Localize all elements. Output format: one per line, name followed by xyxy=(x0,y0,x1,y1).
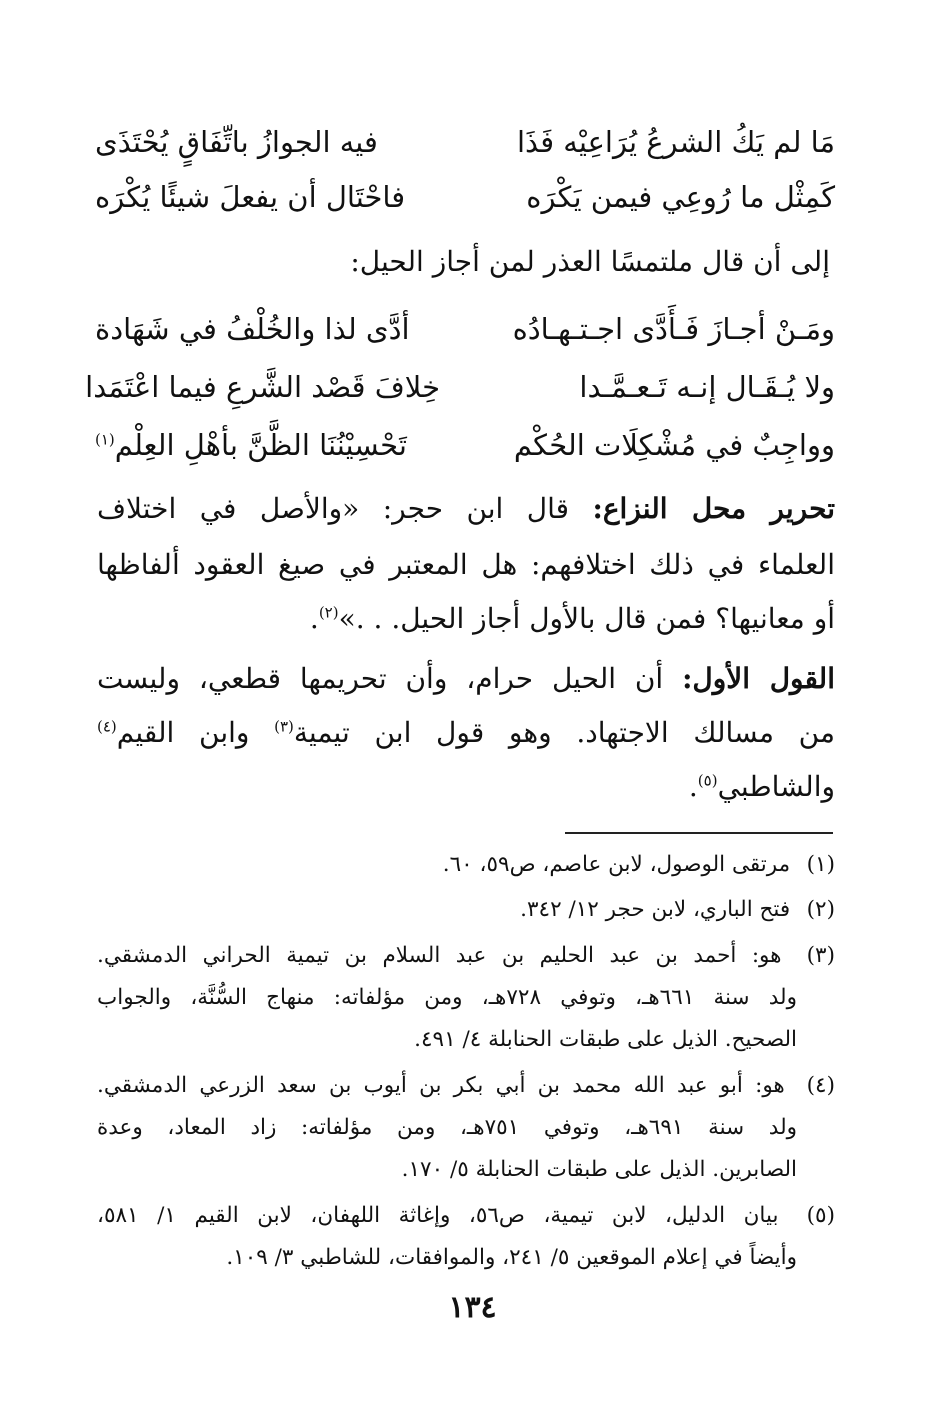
footnote-ref: (٣) xyxy=(274,717,294,736)
verse-second-hemistich: خِلافَ قَصْد الشَّرعِ فيما اعْتَمَدا xyxy=(85,370,440,404)
footnote-text: مرتقى الوصول، لابن عاصم، ص٥٩، ٦٠. xyxy=(442,852,791,877)
footnote-line: وأيضاً في إعلام الموقعين ٥/ ٢٤١، والموافقات، للشاطبي ٣/ ١٠٩. xyxy=(226,1245,797,1270)
verse-first-hemistich: ولا يُـقَـال إنـه تَـعـمَّـدا xyxy=(579,370,835,404)
paragraph-text: والشاطبي xyxy=(717,770,835,803)
paragraph-text: من مسالك الاجتهاد. وهو قول ابن تيمية xyxy=(293,716,835,749)
footnote xyxy=(97,897,835,922)
footnote-line: ولد سنة ٦٦١هـ، وتوفي ٧٢٨هـ، ومن مؤلفاته: منهاج السُّنَّة، والجواب xyxy=(97,985,797,1010)
section-label: تحرير محل النزاع: xyxy=(592,492,835,525)
verse-line xyxy=(95,170,835,224)
footnote-text: بيان الدليل، لابن تيمية، ص٥٦، وإغاثة اللهفان، لابن القيم ١/ ٥٨١، xyxy=(97,1203,779,1228)
footnote-ref: (٥) xyxy=(697,771,718,790)
paragraph-line xyxy=(97,716,835,749)
verse-line xyxy=(95,302,835,356)
intro-line: إلى أن قال ملتمسًا العذر لمن أجاز الحيل: xyxy=(350,245,830,278)
footnote xyxy=(97,1073,835,1098)
verse-first-hemistich: ومَـنْ أجـازَ فَـأَدَّى اجـتـهـادُه xyxy=(512,312,835,346)
section-label: القول الأول: xyxy=(682,662,835,695)
footnote-ref: (٤) xyxy=(97,717,117,736)
footnote-text: فتح الباري، لابن حجر ١٢/ ٣٤٢. xyxy=(520,897,791,922)
footnote xyxy=(97,1203,835,1228)
footnote-number: (٢) xyxy=(806,897,835,922)
page-number: ١٣٤ xyxy=(448,1290,497,1325)
verse-first-hemistich: وواجِبٌ في مُشْكِلَات الحُكْم xyxy=(513,428,835,462)
footnote-line: ولد سنة ٦٩١هـ، وتوفي ٧٥١هـ، ومن مؤلفاته: زاد المعاد، وعدة xyxy=(97,1115,797,1140)
paragraph-line xyxy=(97,602,835,635)
verse-line xyxy=(95,115,835,169)
footnote-number: (٥) xyxy=(806,1203,835,1228)
footnote-ref: (٢) xyxy=(318,603,339,622)
paragraph-text: وابن القيم xyxy=(116,716,250,749)
footnote-number: (٣) xyxy=(806,943,835,968)
paragraph-end: . xyxy=(688,770,698,803)
verse-second-hemistich: فيه الجوازُ باتِّفَاقٍ يُحْتَذَى xyxy=(95,125,378,159)
footnote xyxy=(97,852,835,877)
paragraph-text: قال ابن حجر: «والأصل في اختلاف xyxy=(97,492,570,525)
paragraph-line xyxy=(97,662,835,695)
paragraph-line xyxy=(97,492,835,525)
verse-second-hemistich: فاحْتَال أن يفعلَ شيئًا يُكْرَه xyxy=(95,180,406,214)
verse-line xyxy=(95,418,835,472)
footnote-line: الصحيح. الذيل على طبقات الحنابلة ٤/ ٤٩١. xyxy=(414,1027,797,1052)
footnote-text: هو: أحمد بن عبد الحليم بن عبد السلام بن تيمية الحراني الدمشقي. xyxy=(97,943,782,968)
paragraph-line: العلماء في ذلك اختلافهم: هل المعتبر في صيغ العقود ألفاظها xyxy=(97,548,835,581)
footnote-number: (١) xyxy=(806,852,835,877)
footnote xyxy=(97,943,835,968)
verse-line xyxy=(85,360,835,414)
footnote-number: (٤) xyxy=(806,1073,835,1098)
verse-first-hemistich: مَا لم يَكُ الشرعُ يُرَاعِيْه فَذَا xyxy=(516,125,835,159)
footnote-separator xyxy=(565,832,833,834)
paragraph-text: أو معانيها؟ فمن قال بالأول أجاز الحيل. . .» xyxy=(338,602,835,635)
paragraph-text: أن الحيل حرام، وأن تحريمها قطعي، وليست xyxy=(97,662,664,695)
verse-second-hemistich: أدَّى لذا والخُلْفُ في شَهَادة xyxy=(95,312,410,346)
verse-text: تَحْسِيْنُنَا الظَّنَّ بأهْلِ العِلْم xyxy=(114,428,407,462)
verse-first-hemistich: كَمِثْل ما رُوعِي فيمن يَكْرَه xyxy=(526,180,835,214)
footnote-line: الصابرين. الذيل على طبقات الحنابلة ٥/ ١٧٠. xyxy=(401,1157,797,1182)
footnote-ref: (١) xyxy=(95,430,115,449)
footnote-text: هو: أبو عبد الله محمد بن أبي بكر بن أيوب بن سعد الزرعي الدمشقي. xyxy=(97,1073,785,1098)
verse-second-hemistich xyxy=(95,428,440,462)
paragraph-end: . xyxy=(309,602,319,635)
paragraph-line xyxy=(97,770,835,803)
